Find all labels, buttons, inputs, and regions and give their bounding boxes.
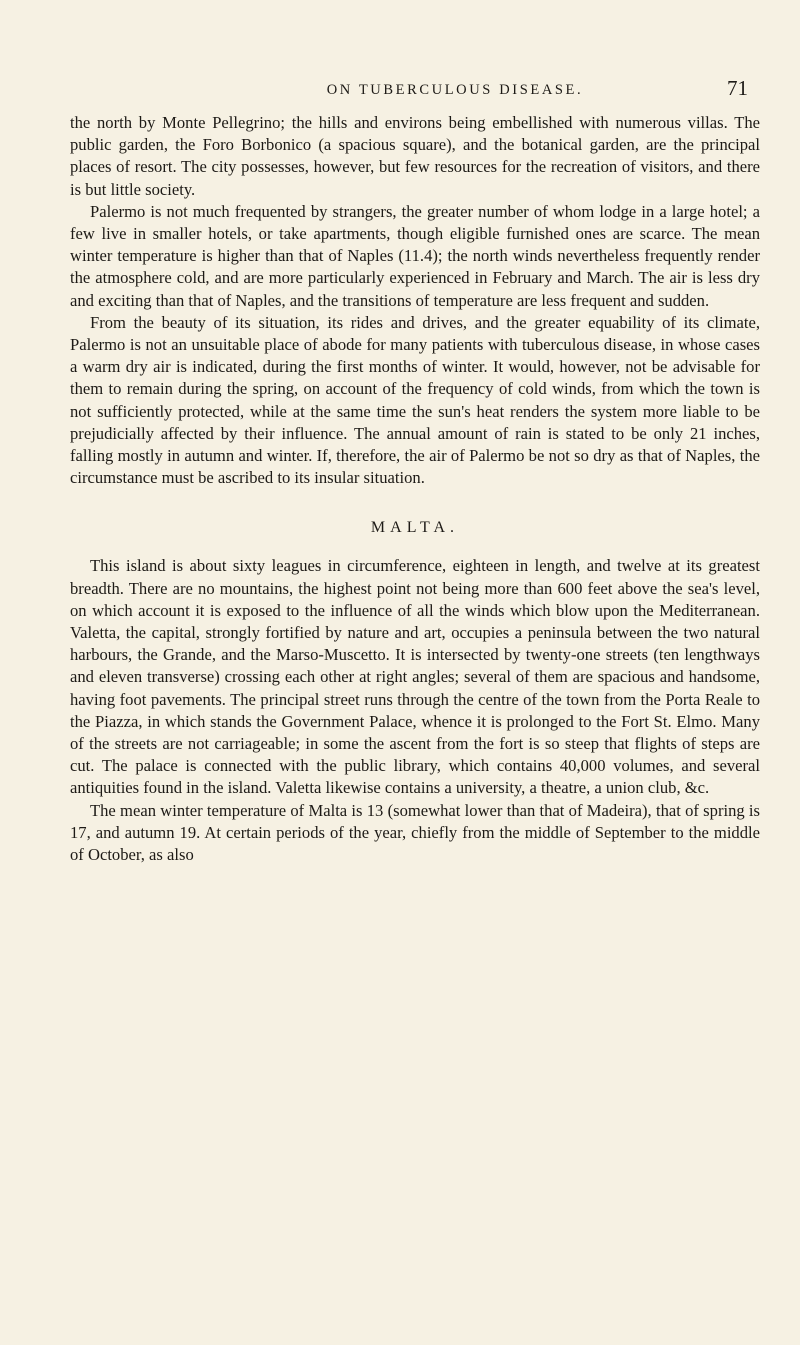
paragraph: The mean winter temperature of Malta is 13 (somewhat lower than that of Madeira), that of spring is 17, and autumn 19. At certain periods of the year, chiefly from the middle of September to the middle of October, as also [70,800,760,865]
section-heading: MALTA. [370,519,460,537]
body-text [70,112,760,866]
paragraph: Palermo is not much frequented by strangers, the greater number of whom lodge in a large hotel; a few live in smaller hotels, or take apartments, though eligible furnished ones are scarce. The mean winter temperature is higher than that of Naples (11.4); the north winds nevertheless frequently render the atmosphere cold, and are more particularly experienced in February and March. The air is less dry and exciting than that of Naples, and the transitions of temperature are less frequent and sudden. [70,201,760,310]
paragraph: This island is about sixty leagues in circumference, eighteen in length, and twelve at its greatest breadth. There are no mountains, the highest point not being more than 600 feet above the sea's level, on which account it is exposed to the influence of all the winds which blow upon the Mediterranean. Valetta, the capital, strongly fortified by nature and art, occupies a peninsula between the two natural harbours, the Grande, and the Marso-Muscetto. It is intersected by twenty-one streets (ten lengthways and eleven transverse) crossing each other at right angles; several of them are spacious and handsome, having foot pavements. The principal street runs through the centre of the town from the Porta Reale to the Piazza, in which stands the Government Palace, whence it is prolonged to the Fort St. Elmo. Many of the streets are not carriageable; in some the ascent from the fort is so steep that flights of steps are cut. The palace is connected with the public library, which contains 40,000 volumes, and several antiquities found in the island. Valetta likewise contains a university, a theatre, a union club, &c. [70,556,760,798]
running-title: ON TUBERCULOUS DISEASE. [326,82,584,98]
running-head [70,70,760,104]
page-number: 71 [727,76,748,100]
paragraph: the north by Monte Pellegrino; the hills and environs being embellished with numerous villas. The public garden, the Foro Borbonico (a spacious square), and the botanical garden, are the principal places of resort. The city possesses, however, but few resources for the recreation of visitors, and there is but little society. [70,113,760,199]
paragraph: From the beauty of its situation, its rides and drives, and the greater equability of its climate, Palermo is not an unsuitable place of abode for many patients with tuberculous disease, in whose cases a warm dry air is indicated, during the first months of winter. It would, however, not be advisable for them to remain during the spring, on account of the frequency of cold winds, from which the town is not sufficiently protected, while at the same time the sun's heat renders the system more liable to be prejudicially affected by their influence. The annual amount of rain is stated to be only 21 inches, falling mostly in autumn and winter. If, therefore, the air of Palermo be not so dry as that of Naples, the circumstance must be ascribed to its insular situation. [70,312,760,488]
